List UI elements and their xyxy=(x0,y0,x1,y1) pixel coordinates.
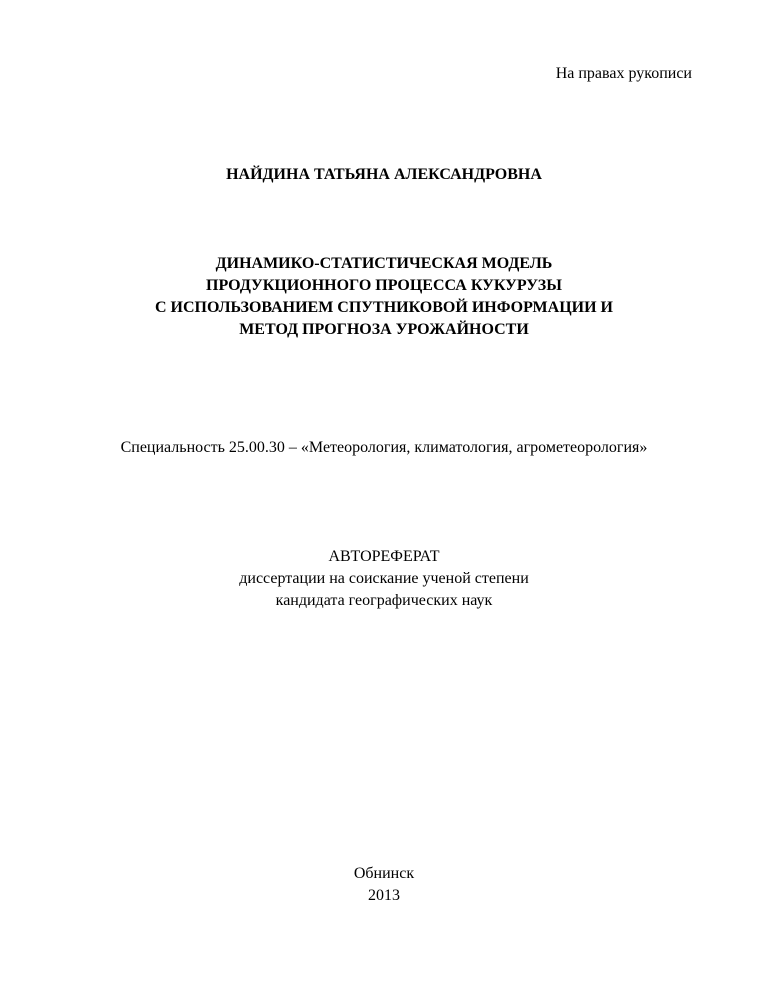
abstract-line: диссертации на соискание ученой степени xyxy=(239,570,529,587)
abstract-line: кандидата географических наук xyxy=(275,592,493,609)
author-name: НАЙДИНА ТАТЬЯНА АЛЕКСАНДРОВНА xyxy=(226,166,542,183)
manuscript-rights-note: На правах рукописи xyxy=(555,65,692,82)
dissertation-title xyxy=(0,253,768,341)
abstract-block xyxy=(0,546,768,612)
footer-block xyxy=(0,863,768,907)
city-label: Обнинск xyxy=(353,865,415,882)
title-line: ПРОДУКЦИОННОГО ПРОЦЕССА КУКУРУЗЫ xyxy=(206,277,562,294)
year-label: 2013 xyxy=(368,887,400,904)
specialty-line: Специальность 25.00.30 – «Метеорология, климатология, агрометеорология» xyxy=(120,439,648,456)
abstract-heading: АВТОРЕФЕРАТ xyxy=(328,548,440,565)
title-line: ДИНАМИКО-СТАТИСТИЧЕСКАЯ МОДЕЛЬ xyxy=(215,255,553,272)
title-line: С ИСПОЛЬЗОВАНИЕМ СПУТНИКОВОЙ ИНФОРМАЦИИ И xyxy=(154,299,613,316)
title-line: МЕТОД ПРОГНОЗА УРОЖАЙНОСТИ xyxy=(239,321,529,338)
